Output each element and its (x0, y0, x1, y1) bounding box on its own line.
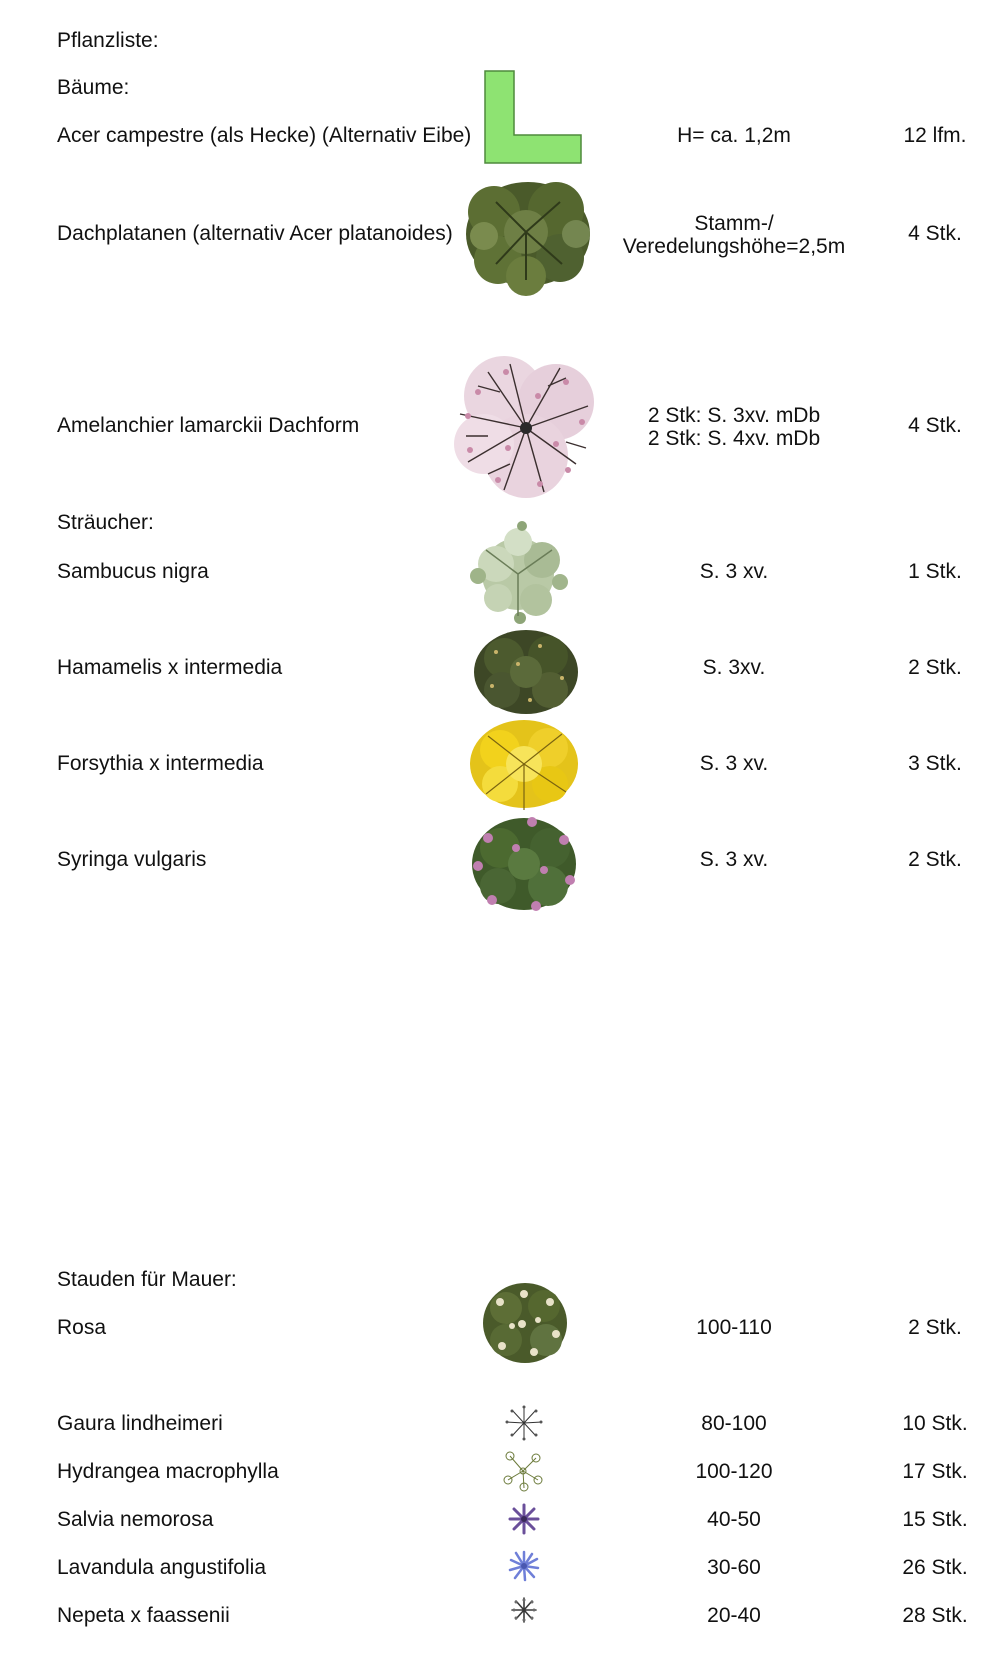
plant-quantity: 1 Stk. (908, 560, 962, 583)
amelanchier-tree-symbol (448, 352, 604, 500)
plant-spec-line: 2 Stk: S. 4xv. mDb (647, 427, 821, 450)
section-heading-trees: Bäume: (57, 76, 130, 99)
salvia-symbol (508, 1503, 540, 1535)
section-heading-perennials: Stauden für Mauer: (57, 1268, 237, 1291)
plant-quantity: 4 Stk. (908, 222, 962, 245)
plant-spec: S. 3 xv. (699, 752, 769, 775)
plant-spec: 30-60 (707, 1556, 761, 1579)
plant-quantity: 2 Stk. (908, 848, 962, 871)
plant-quantity: 4 Stk. (908, 414, 962, 437)
rosa-symbol (478, 1276, 572, 1370)
hedge-l-shape-symbol (483, 69, 583, 165)
plant-spec-line: 2 Stk: S. 3xv. mDb (647, 404, 821, 427)
plant-spec: 40-50 (707, 1508, 761, 1531)
nepeta-symbol (510, 1596, 538, 1624)
plant-name: Amelanchier lamarckii Dachform (57, 414, 360, 437)
plant-spec: S. 3 xv. (699, 848, 769, 871)
plant-spec-line: Veredelungshöhe=2,5m (622, 235, 846, 258)
plant-name: Syringa vulgaris (57, 848, 207, 871)
plant-name: Dachplatanen (alternativ Acer platanoides) (57, 222, 453, 245)
plant-spec: 100-110 (696, 1316, 772, 1339)
page-title: Pflanzliste: (57, 29, 159, 52)
plant-name: Hamamelis x intermedia (57, 656, 283, 679)
plant-spec: S. 3 xv. (699, 560, 769, 583)
plane-tree-symbol (456, 172, 598, 298)
sambucus-shrub-symbol (466, 520, 570, 626)
hydrangea-symbol (502, 1450, 544, 1492)
plant-name: Rosa (57, 1316, 107, 1339)
plant-name: Salvia nemorosa (57, 1508, 214, 1531)
lavandula-symbol (508, 1550, 540, 1582)
plant-spec: 80-100 (701, 1412, 767, 1435)
plant-quantity: 28 Stk. (902, 1604, 968, 1627)
syringa-shrub-symbol (466, 808, 582, 916)
plant-spec: H= ca. 1,2m (677, 124, 791, 147)
plant-spec: S. 3xv. (702, 656, 766, 679)
forsythia-shrub-symbol (466, 714, 582, 814)
plant-quantity: 10 Stk. (902, 1412, 968, 1435)
plant-quantity: 2 Stk. (908, 656, 962, 679)
plant-spec: 20-40 (707, 1604, 761, 1627)
plant-name: Gaura lindheimeri (57, 1412, 223, 1435)
plant-spec-line: Stamm-/ (694, 212, 774, 235)
plant-quantity: 26 Stk. (902, 1556, 968, 1579)
gaura-symbol (504, 1404, 544, 1442)
plant-name: Acer campestre (als Hecke) (Alternativ Eibe) (57, 124, 472, 147)
plant-quantity: 17 Stk. (902, 1460, 968, 1483)
plant-spec: 100-120 (695, 1460, 773, 1483)
plant-spec (604, 404, 864, 450)
plant-quantity: 3 Stk. (908, 752, 962, 775)
plant-spec (604, 212, 864, 258)
hamamelis-shrub-symbol (470, 624, 582, 718)
plant-name: Nepeta x faassenii (57, 1604, 230, 1627)
plant-name: Lavandula angustifolia (57, 1556, 266, 1579)
plant-quantity: 2 Stk. (908, 1316, 962, 1339)
plant-quantity: 15 Stk. (902, 1508, 968, 1531)
plant-name: Hydrangea macrophylla (57, 1460, 279, 1483)
section-heading-shrubs: Sträucher: (57, 511, 154, 534)
plant-name: Forsythia x intermedia (57, 752, 264, 775)
plant-name: Sambucus nigra (57, 560, 209, 583)
plant-quantity: 12 lfm. (903, 124, 967, 147)
